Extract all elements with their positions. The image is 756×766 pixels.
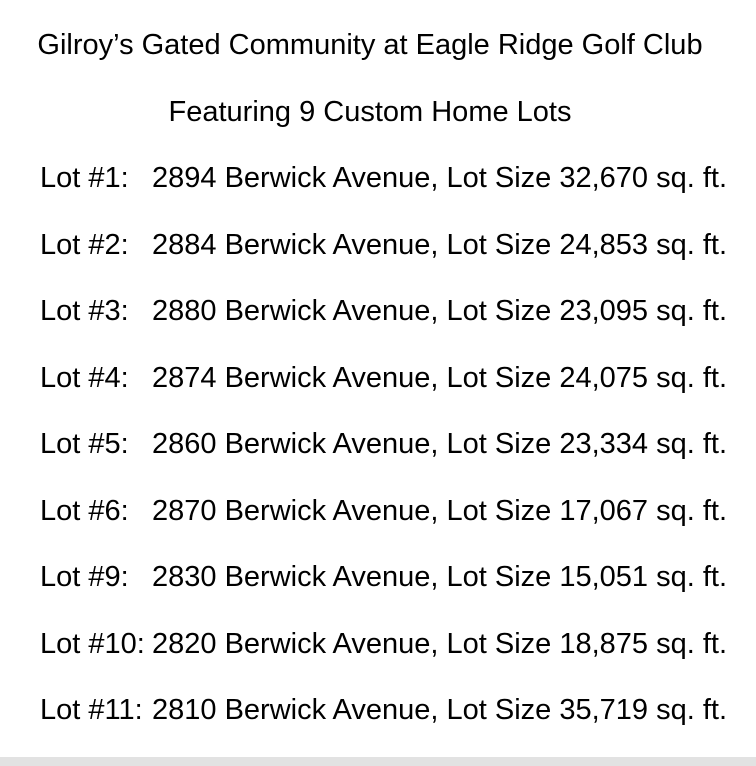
lot-label: Lot #11: xyxy=(40,694,143,727)
lot-row-6 xyxy=(40,479,756,546)
lot-label: Lot #10: xyxy=(40,627,145,660)
lot-description: 2880 Berwick Avenue, Lot Size 23,095 sq. ft. xyxy=(152,295,728,328)
lot-label: Lot #2: xyxy=(40,228,129,261)
lot-row-4 xyxy=(40,346,756,413)
lot-row-10 xyxy=(40,612,756,679)
lot-row-3 xyxy=(40,279,756,346)
page-title: Gilroy’s Gated Community at Eagle Ridge Golf Club xyxy=(37,29,703,62)
lot-description: 2830 Berwick Avenue, Lot Size 15,051 sq. ft. xyxy=(152,561,728,594)
lot-description: 2884 Berwick Avenue, Lot Size 24,853 sq. ft. xyxy=(152,228,728,261)
lot-row-1 xyxy=(40,146,756,213)
lot-row-2 xyxy=(40,213,756,280)
lot-label: Lot #4: xyxy=(40,361,129,394)
lot-description: 2874 Berwick Avenue, Lot Size 24,075 sq. ft. xyxy=(152,361,728,394)
page-subtitle: Featuring 9 Custom Home Lots xyxy=(168,95,572,128)
lot-row-11 xyxy=(40,678,756,745)
lot-description: 2860 Berwick Avenue, Lot Size 23,334 sq. ft. xyxy=(152,428,728,461)
lot-label: Lot #3: xyxy=(40,295,129,328)
lot-label: Lot #6: xyxy=(40,494,129,527)
lot-label: Lot #1: xyxy=(40,162,129,195)
lot-description: 2894 Berwick Avenue, Lot Size 32,670 sq. ft. xyxy=(152,162,728,195)
lot-description: 2810 Berwick Avenue, Lot Size 35,719 sq. ft. xyxy=(152,694,728,727)
lot-row-9 xyxy=(40,545,756,612)
lot-label: Lot #5: xyxy=(40,428,129,461)
lot-row-5 xyxy=(40,412,756,479)
lot-description: 2870 Berwick Avenue, Lot Size 17,067 sq. ft. xyxy=(152,494,728,527)
lot-label: Lot #9: xyxy=(40,561,129,594)
bottom-window-edge xyxy=(0,757,756,766)
lot-description: 2820 Berwick Avenue, Lot Size 18,875 sq. ft. xyxy=(152,627,728,660)
